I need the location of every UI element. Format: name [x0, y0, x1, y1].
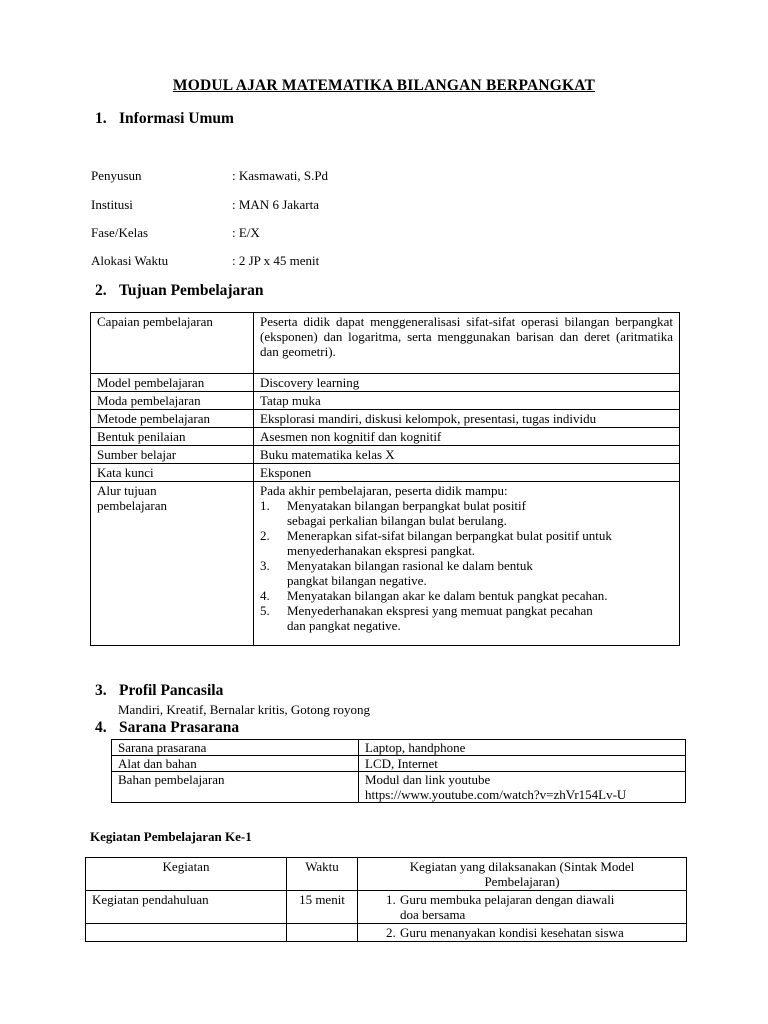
list-item-line: sebagai perkalian bilangan bulat berulang.	[287, 513, 507, 528]
list-number: 4.	[260, 588, 270, 603]
table-cell-value: Asesmen non kognitif dan kognitif	[254, 428, 680, 446]
section-heading-sarana	[95, 719, 239, 737]
list-number: 2.	[260, 528, 270, 543]
list-item-line: Menyatakan bilangan rasional ke dalam bentuk	[287, 558, 533, 573]
table-cell-value: LCD, Internet	[359, 756, 686, 772]
list-number: 3.	[260, 558, 270, 573]
profil-pancasila-text: Mandiri, Kreatif, Bernalar kritis, Gotong royong	[118, 702, 370, 717]
step-line: Guru membuka pelajaran dengan diawali	[400, 892, 615, 907]
kegiatan-title: Kegiatan Pembelajaran Ke-1	[90, 829, 252, 844]
section-title: Tujuan Pembelajaran	[119, 282, 264, 299]
step-number: 1.	[386, 892, 396, 907]
table-cell-value: Tatap muka	[254, 392, 680, 410]
list-item	[260, 558, 673, 588]
table-cell-label: Alat dan bahan	[112, 756, 359, 772]
list-item-line: Menyatakan bilangan akar ke dalam bentuk pangkat pecahan.	[287, 588, 608, 603]
sarana-prasarana-table	[111, 739, 686, 803]
step-line: Guru menanyakan kondisi kesehatan siswa	[400, 925, 624, 940]
info-value-institusi: : MAN 6 Jakarta	[232, 197, 320, 212]
table-row	[91, 374, 680, 392]
table-row	[91, 410, 680, 428]
list-item-line: pangkat bilangan negative.	[287, 573, 427, 588]
list-item	[260, 603, 673, 633]
section-title: Profil Pancasila	[119, 682, 224, 699]
section-number: 2.	[95, 282, 107, 299]
section-number: 3.	[95, 682, 107, 699]
list-item	[260, 588, 673, 603]
cell-waktu	[287, 924, 358, 942]
table-cell-value: Buku matematika kelas X	[254, 446, 680, 464]
kegiatan-table	[85, 857, 687, 942]
list-item	[260, 528, 673, 558]
info-label-fase-kelas: Fase/Kelas	[91, 225, 149, 240]
alur-label-line: Alur tujuan	[97, 483, 157, 498]
table-cell-label: Capaian pembelajaran	[91, 313, 254, 374]
list-item-line: Menyederhanakan ekspresi yang memuat pangkat pecahan	[287, 603, 593, 618]
header-line: Kegiatan yang dilaksanakan (Sintak Model	[409, 859, 635, 874]
info-label-institusi: Institusi	[91, 197, 133, 212]
alur-intro: Pada akhir pembelajaran, peserta didik mampu:	[260, 483, 508, 498]
cell-kegiatan	[86, 924, 287, 942]
header-waktu: Waktu	[287, 858, 358, 891]
alur-label-line: pembelajaran	[97, 498, 168, 513]
table-cell-value: Discovery learning	[254, 374, 680, 392]
list-number: 1.	[260, 498, 270, 513]
table-row	[86, 891, 687, 924]
list-item-line: menyederhanakan ekspresi pangkat.	[287, 543, 476, 558]
table-row	[112, 740, 686, 756]
section-title: Sarana Prasarana	[119, 719, 240, 736]
cell-waktu: 15 menit	[287, 891, 358, 924]
info-value-penyusun: : Kasmawati, S.Pd	[232, 168, 329, 183]
table-cell-label: Model pembelajaran	[91, 374, 254, 392]
header-dilaksanakan	[358, 858, 687, 891]
table-row	[91, 446, 680, 464]
header-line: Pembelajaran)	[484, 874, 560, 889]
list-item	[260, 498, 673, 528]
youtube-link: https://www.youtube.com/watch?v=zhVr154Lv-U	[365, 787, 627, 802]
table-cell-value: Laptop, handphone	[359, 740, 686, 756]
table-row	[112, 756, 686, 772]
section-heading-informasi	[95, 110, 234, 128]
list-item-line: Menerapkan sifat-sifat bilangan berpangkat bulat positif untuk	[287, 528, 612, 543]
table-row	[112, 772, 686, 803]
section-number: 1.	[95, 110, 107, 127]
step-number: 2.	[386, 925, 396, 940]
section-title: Informasi Umum	[119, 110, 234, 127]
cell-line: Modul dan link youtube	[365, 772, 491, 787]
page-title: MODUL AJAR MATEMATIKA BILANGAN BERPANGKAT	[172, 77, 596, 94]
info-value-alokasi-waktu: : 2 JP x 45 menit	[232, 253, 320, 268]
table-header-row	[86, 858, 687, 891]
tujuan-pembelajaran-table	[90, 312, 680, 646]
info-label-penyusun: Penyusun	[91, 168, 142, 183]
header-kegiatan: Kegiatan	[86, 858, 287, 891]
table-row	[91, 482, 680, 646]
section-number: 4.	[95, 719, 107, 736]
step-item	[364, 925, 680, 940]
table-cell-label: Moda pembelajaran	[91, 392, 254, 410]
list-item-line: dan pangkat negative.	[287, 618, 401, 633]
step-item	[364, 892, 680, 922]
table-cell-label	[91, 482, 254, 646]
table-cell-label: Sarana prasarana	[112, 740, 359, 756]
cell-kegiatan: Kegiatan pendahuluan	[86, 891, 287, 924]
table-cell-value: Eksplorasi mandiri, diskusi kelompok, presentasi, tugas individu	[254, 410, 680, 428]
table-cell-label: Kata kunci	[91, 464, 254, 482]
list-number: 5.	[260, 603, 270, 618]
table-row	[91, 428, 680, 446]
table-cell-value: Eksponen	[254, 464, 680, 482]
list-item-line: Menyatakan bilangan berpangkat bulat positif	[287, 498, 526, 513]
table-row	[86, 924, 687, 942]
cell-dilaksanakan	[358, 891, 687, 924]
table-cell-label: Bentuk penilaian	[91, 428, 254, 446]
table-cell-label: Bahan pembelajaran	[112, 772, 359, 803]
table-cell-value	[359, 772, 686, 803]
table-row	[91, 464, 680, 482]
alur-list	[260, 498, 673, 633]
info-label-alokasi-waktu: Alokasi Waktu	[91, 253, 169, 268]
table-cell-label: Sumber belajar	[91, 446, 254, 464]
step-line: doa bersama	[400, 907, 466, 922]
section-heading-tujuan	[95, 282, 264, 300]
cell-dilaksanakan	[358, 924, 687, 942]
table-row	[91, 313, 680, 374]
info-value-fase-kelas: : E/X	[232, 225, 260, 240]
table-row	[91, 392, 680, 410]
table-cell-label: Metode pembelajaran	[91, 410, 254, 428]
section-heading-profil	[95, 682, 223, 700]
table-cell-value: Peserta didik dapat menggeneralisasi sifat-sifat operasi bilangan berpangkat (eksponen) dan logaritma, serta menggunakan barisan dan deret (aritmatika dan geometri).	[254, 313, 680, 374]
table-cell-value	[254, 482, 680, 646]
